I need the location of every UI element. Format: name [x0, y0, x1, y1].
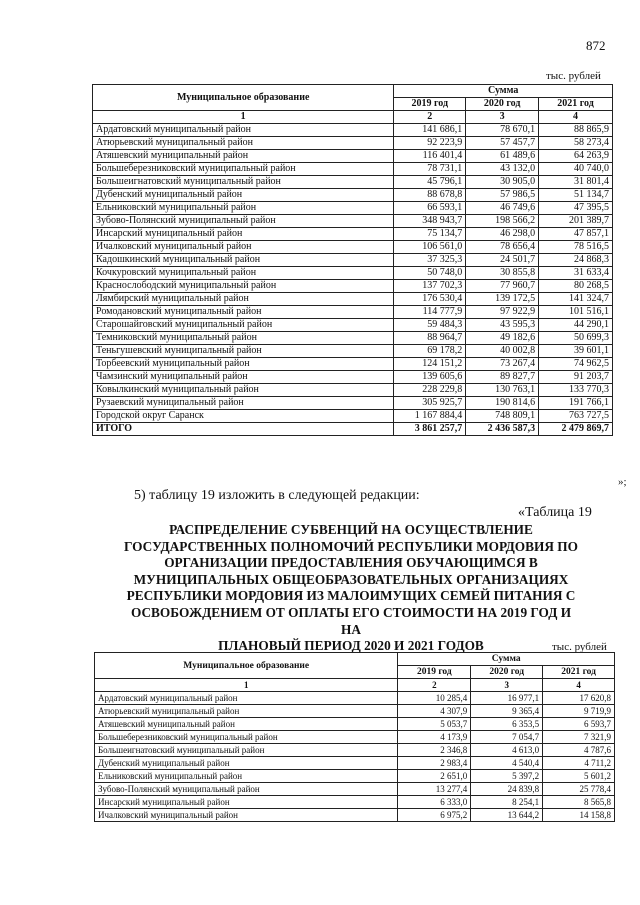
- value-2019-cell: 10 285,4: [398, 692, 471, 705]
- table2-colnum: 3: [471, 679, 543, 692]
- table1-colnum: 3: [466, 111, 539, 124]
- municipality-name-cell: Дубенский муниципальный район: [95, 757, 398, 770]
- value-2019-cell: 92 223,9: [394, 137, 466, 150]
- value-2021-cell: 4 711,2: [543, 757, 615, 770]
- value-2021-cell: 31 801,4: [539, 176, 613, 189]
- table2-colnum: 2: [398, 679, 471, 692]
- table2-colnum: 1: [95, 679, 398, 692]
- table-row: [93, 371, 613, 384]
- instruction-text: 5) таблицу 19 изложить в следующей редакции:: [134, 488, 420, 503]
- value-2021-cell: 6 593,7: [543, 718, 615, 731]
- value-2021-cell: 4 787,6: [543, 744, 615, 757]
- municipality-name-cell: Большеберезниковский муниципальный район: [93, 163, 394, 176]
- table-row: [93, 163, 613, 176]
- table1-header-2020: 2020 год: [466, 98, 539, 111]
- value-2019-cell: 4 307,9: [398, 705, 471, 718]
- municipality-name-cell: Ельниковский муниципальный район: [93, 202, 394, 215]
- value-2020-cell: 49 182,6: [466, 332, 539, 345]
- value-2020-cell: 4 540,4: [471, 757, 543, 770]
- municipality-name-cell: Инсарский муниципальный район: [93, 228, 394, 241]
- value-2021-cell: 58 273,4: [539, 137, 613, 150]
- value-2020-cell: 40 002,8: [466, 345, 539, 358]
- table2-header-2019: 2019 год: [398, 666, 471, 679]
- municipality-name-cell: Большеберезниковский муниципальный район: [95, 731, 398, 744]
- value-2020-cell: 24 501,7: [466, 254, 539, 267]
- table1-header-municipality: Муниципальное образование: [93, 85, 394, 111]
- value-2019-cell: 1 167 884,4: [394, 410, 466, 423]
- value-2020-cell: 77 960,7: [466, 280, 539, 293]
- heading-line: ГОСУДАРСТВЕННЫХ ПОЛНОМОЧИЙ РЕСПУБЛИКИ МОРДОВИЯ ПО: [124, 538, 578, 554]
- value-2020-cell: 30 855,8: [466, 267, 539, 280]
- value-2021-cell: 763 727,5: [539, 410, 613, 423]
- table-row: [95, 783, 615, 796]
- value-2021-cell: 101 516,1: [539, 306, 613, 319]
- municipality-name-cell: Ардатовский муниципальный район: [95, 692, 398, 705]
- table2-colnum: 4: [543, 679, 615, 692]
- value-2021-cell: 47 857,1: [539, 228, 613, 241]
- heading-line: МУНИЦИПАЛЬНЫХ ОБЩЕОБРАЗОВАТЕЛЬНЫХ ОРГАНИЗАЦИЯХ: [133, 571, 569, 587]
- table1-header-2019: 2019 год: [394, 98, 466, 111]
- municipality-name-cell: Атюрьевский муниципальный район: [95, 705, 398, 718]
- value-2019-cell: 6 975,2: [398, 809, 471, 822]
- value-2021-cell: 39 601,1: [539, 345, 613, 358]
- value-2019-cell: 88 678,8: [394, 189, 466, 202]
- municipality-name-cell: Атяшевский муниципальный район: [93, 150, 394, 163]
- table1: [92, 84, 613, 436]
- table-row: [95, 757, 615, 770]
- municipality-name-cell: Рузаевский муниципальный район: [93, 397, 394, 410]
- value-2020-cell: 190 814,6: [466, 397, 539, 410]
- value-2020-cell: 198 566,2: [466, 215, 539, 228]
- closing-mark: »;: [618, 476, 627, 488]
- value-2021-cell: 191 766,1: [539, 397, 613, 410]
- heading-line: РЕСПУБЛИКИ МОРДОВИЯ ИЗ МАЛОИМУЩИХ СЕМЕЙ ПИТАНИЯ С: [126, 588, 576, 604]
- value-2020-cell: 5 397,2: [471, 770, 543, 783]
- value-2020-cell: 130 763,1: [466, 384, 539, 397]
- value-2020-cell: 30 905,0: [466, 176, 539, 189]
- value-2021-cell: 50 699,3: [539, 332, 613, 345]
- table-row: [93, 137, 613, 150]
- value-2020-cell: 13 644,2: [471, 809, 543, 822]
- value-2019-cell: 45 796,1: [394, 176, 466, 189]
- table-row: [95, 692, 615, 705]
- municipality-name-cell: Атюрьевский муниципальный район: [93, 137, 394, 150]
- value-2020-cell: 9 365,4: [471, 705, 543, 718]
- municipality-name-cell: Зубово-Полянский муниципальный район: [95, 783, 398, 796]
- table2-header-2020: 2020 год: [471, 666, 543, 679]
- table2: [94, 652, 615, 822]
- value-2019-cell: 141 686,1: [394, 124, 466, 137]
- value-2020-cell: 89 827,7: [466, 371, 539, 384]
- value-2021-cell: 201 389,7: [539, 215, 613, 228]
- value-2019-cell: 116 401,4: [394, 150, 466, 163]
- municipality-name-cell: Городской округ Саранск: [93, 410, 394, 423]
- value-2019-cell: 124 151,2: [394, 358, 466, 371]
- value-2020-cell: 139 172,5: [466, 293, 539, 306]
- value-2019-cell: 5 053,7: [398, 718, 471, 731]
- table1-colnum: 4: [539, 111, 613, 124]
- municipality-name-cell: Большеигнатовский муниципальный район: [95, 744, 398, 757]
- table-row: [93, 358, 613, 371]
- table-row: [93, 241, 613, 254]
- table1-total-row: [93, 423, 613, 436]
- table-row: [95, 718, 615, 731]
- table2-header-municipality: Муниципальное образование: [95, 653, 398, 679]
- value-2021-cell: 80 268,5: [539, 280, 613, 293]
- table-row: [93, 254, 613, 267]
- value-2020-cell: 78 670,1: [466, 124, 539, 137]
- value-2021-cell: 7 321,9: [543, 731, 615, 744]
- page-number: 872: [586, 38, 606, 53]
- value-2021-cell: 44 290,1: [539, 319, 613, 332]
- municipality-name-cell: Ковылкинский муниципальный район: [93, 384, 394, 397]
- heading-line: ОСВОБОЖДЕНИЕМ ОТ ОПЛАТЫ ЕГО СТОИМОСТИ НА 2019 ГОД И НА: [130, 604, 572, 637]
- table-row: [93, 293, 613, 306]
- table-row: [93, 280, 613, 293]
- municipality-name-cell: Ромодановский муниципальный район: [93, 306, 394, 319]
- value-2020-cell: 57 457,7: [466, 137, 539, 150]
- municipality-name-cell: Зубово-Полянский муниципальный район: [93, 215, 394, 228]
- table-row: [93, 150, 613, 163]
- table-row: [93, 319, 613, 332]
- table2-units: тыс. рублей: [552, 641, 607, 653]
- municipality-name-cell: Лямбирский муниципальный район: [93, 293, 394, 306]
- table1-colnum: 2: [394, 111, 466, 124]
- municipality-name-cell: Краснослободский муниципальный район: [93, 280, 394, 293]
- table-row: [95, 744, 615, 757]
- value-2021-cell: 8 565,8: [543, 796, 615, 809]
- municipality-name-cell: Теньгушевский муниципальный район: [93, 345, 394, 358]
- value-2019-cell: 137 702,3: [394, 280, 466, 293]
- table-row: [93, 397, 613, 410]
- table2-header-sum: Сумма: [398, 653, 615, 666]
- value-2020-cell: 6 353,5: [471, 718, 543, 731]
- value-2021-cell: 17 620,8: [543, 692, 615, 705]
- value-2019-cell: 348 943,7: [394, 215, 466, 228]
- table1-header-2021: 2021 год: [539, 98, 613, 111]
- value-2021-cell: 47 395,5: [539, 202, 613, 215]
- municipality-name-cell: Темниковский муниципальный район: [93, 332, 394, 345]
- value-2021-cell: 31 633,4: [539, 267, 613, 280]
- value-2021-cell: 24 868,3: [539, 254, 613, 267]
- value-2020-cell: 16 977,1: [471, 692, 543, 705]
- municipality-name-cell: Атяшевский муниципальный район: [95, 718, 398, 731]
- value-2021-cell: 40 740,0: [539, 163, 613, 176]
- value-2020-cell: 46 749,6: [466, 202, 539, 215]
- table1-header-sum: Сумма: [394, 85, 613, 98]
- value-2019-cell: 176 530,4: [394, 293, 466, 306]
- heading-line: РАСПРЕДЕЛЕНИЕ СУБВЕНЦИЙ НА ОСУЩЕСТВЛЕНИЕ: [169, 522, 533, 537]
- table1-colnum: 1: [93, 111, 394, 124]
- value-2021-cell: 141 324,7: [539, 293, 613, 306]
- value-2020-cell: 43 595,3: [466, 319, 539, 332]
- value-2019-cell: 88 964,7: [394, 332, 466, 345]
- table2-header-2021: 2021 год: [543, 666, 615, 679]
- table-row: [93, 306, 613, 319]
- value-2019-cell: 2 651,0: [398, 770, 471, 783]
- value-2019-cell: 2 346,8: [398, 744, 471, 757]
- value-2019-cell: 59 484,3: [394, 319, 466, 332]
- value-2019-cell: 139 605,6: [394, 371, 466, 384]
- value-2020-cell: 73 267,4: [466, 358, 539, 371]
- value-2020-cell: 61 489,6: [466, 150, 539, 163]
- value-2021-cell: 74 962,5: [539, 358, 613, 371]
- table1-units: тыс. рублей: [546, 70, 601, 82]
- municipality-name-cell: Ичалковский муниципальный район: [95, 809, 398, 822]
- value-2020-cell: 4 613,0: [471, 744, 543, 757]
- value-2020-cell: 24 839,8: [471, 783, 543, 796]
- value-2021-cell: 9 719,9: [543, 705, 615, 718]
- municipality-name-cell: Дубенский муниципальный район: [93, 189, 394, 202]
- table-row: [93, 215, 613, 228]
- value-2019-cell: 78 731,1: [394, 163, 466, 176]
- heading-line: ОРГАНИЗАЦИИ ПРЕДОСТАВЛЕНИЯ ОБУЧАЮЩИМСЯ В: [164, 555, 538, 571]
- value-2021-cell: 64 263,9: [539, 150, 613, 163]
- municipality-name-cell: Чамзинский муниципальный район: [93, 371, 394, 384]
- table1-total-2021: 2 479 869,7: [539, 423, 613, 436]
- value-2019-cell: 37 325,3: [394, 254, 466, 267]
- value-2021-cell: 88 865,9: [539, 124, 613, 137]
- municipality-name-cell: Кочкуровский муниципальный район: [93, 267, 394, 280]
- table1-total-2020: 2 436 587,3: [466, 423, 539, 436]
- value-2020-cell: 57 986,5: [466, 189, 539, 202]
- value-2019-cell: 114 777,9: [394, 306, 466, 319]
- table-row: [93, 228, 613, 241]
- table-row: [93, 189, 613, 202]
- table-row: [95, 796, 615, 809]
- table-row: [93, 124, 613, 137]
- table2-heading: [120, 522, 582, 655]
- table1-body: [93, 124, 613, 423]
- table-row: [95, 731, 615, 744]
- table-row: [93, 345, 613, 358]
- value-2019-cell: 6 333,0: [398, 796, 471, 809]
- value-2020-cell: 7 054,7: [471, 731, 543, 744]
- municipality-name-cell: Торбеевский муниципальный район: [93, 358, 394, 371]
- value-2019-cell: 4 173,9: [398, 731, 471, 744]
- table-row: [93, 202, 613, 215]
- value-2019-cell: 305 925,7: [394, 397, 466, 410]
- value-2021-cell: 14 158,8: [543, 809, 615, 822]
- value-2019-cell: 228 229,8: [394, 384, 466, 397]
- table-row: [93, 176, 613, 189]
- municipality-name-cell: Большеигнатовский муниципальный район: [93, 176, 394, 189]
- municipality-name-cell: Инсарский муниципальный район: [95, 796, 398, 809]
- value-2019-cell: 2 983,4: [398, 757, 471, 770]
- value-2020-cell: 8 254,1: [471, 796, 543, 809]
- table1-total-2019: 3 861 257,7: [394, 423, 466, 436]
- value-2021-cell: 133 770,3: [539, 384, 613, 397]
- value-2019-cell: 106 561,0: [394, 241, 466, 254]
- value-2020-cell: 748 809,1: [466, 410, 539, 423]
- value-2019-cell: 75 134,7: [394, 228, 466, 241]
- value-2019-cell: 66 593,1: [394, 202, 466, 215]
- table-row: [93, 410, 613, 423]
- value-2021-cell: 25 778,4: [543, 783, 615, 796]
- municipality-name-cell: Ичалковский муниципальный район: [93, 241, 394, 254]
- heading-line: ПЛАНОВЫЙ ПЕРИОД 2020 И 2021 ГОДОВ: [218, 638, 484, 654]
- municipality-name-cell: Ельниковский муниципальный район: [95, 770, 398, 783]
- table-row: [95, 705, 615, 718]
- value-2019-cell: 50 748,0: [394, 267, 466, 280]
- table2-body: [95, 692, 615, 822]
- value-2020-cell: 46 298,0: [466, 228, 539, 241]
- value-2020-cell: 78 656,4: [466, 241, 539, 254]
- table-row: [95, 809, 615, 822]
- municipality-name-cell: Ардатовский муниципальный район: [93, 124, 394, 137]
- value-2021-cell: 51 134,7: [539, 189, 613, 202]
- value-2021-cell: 78 516,5: [539, 241, 613, 254]
- value-2019-cell: 69 178,2: [394, 345, 466, 358]
- table-row: [95, 770, 615, 783]
- value-2020-cell: 97 922,9: [466, 306, 539, 319]
- value-2021-cell: 5 601,2: [543, 770, 615, 783]
- table-row: [93, 332, 613, 345]
- value-2019-cell: 13 277,4: [398, 783, 471, 796]
- table-label: «Таблица 19: [518, 505, 592, 520]
- municipality-name-cell: Кадошкинский муниципальный район: [93, 254, 394, 267]
- value-2021-cell: 91 203,7: [539, 371, 613, 384]
- table-row: [93, 267, 613, 280]
- table1-total-label: ИТОГО: [93, 423, 394, 436]
- table-row: [93, 384, 613, 397]
- municipality-name-cell: Старошайговский муниципальный район: [93, 319, 394, 332]
- value-2020-cell: 43 132,0: [466, 163, 539, 176]
